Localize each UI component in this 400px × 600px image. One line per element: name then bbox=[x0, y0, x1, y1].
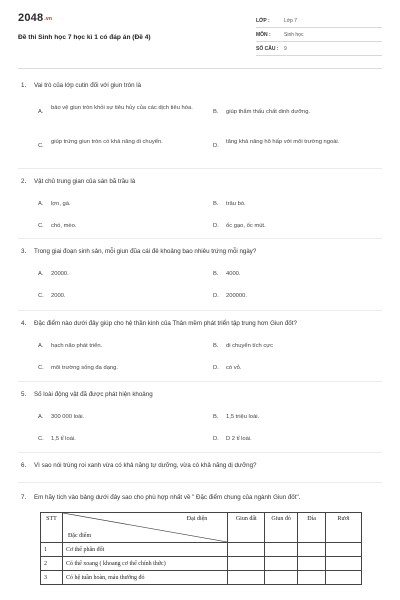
header-representative: Đại diện bbox=[186, 516, 208, 522]
option-text: trâu bò. bbox=[226, 201, 246, 207]
question-divider bbox=[18, 238, 382, 239]
option-letter: A. bbox=[38, 414, 44, 420]
check-cell[interactable] bbox=[228, 571, 265, 585]
option-letter: D. bbox=[213, 143, 219, 149]
header-diagonal-cell bbox=[62, 513, 227, 543]
logo-suffix: .vn bbox=[44, 16, 53, 22]
option-letter: B. bbox=[213, 201, 219, 207]
meta-row-class bbox=[256, 14, 382, 28]
header-species: Giun đỏ bbox=[265, 513, 298, 543]
question-6 bbox=[18, 462, 382, 474]
question-text: Em hãy tích vào bảng dưới đây sao cho phù hợp nhất về " Đặc điểm chung của ngành Giun đốt". bbox=[34, 494, 301, 501]
option-text: chó, mèo. bbox=[51, 223, 77, 229]
option-text: bảo vệ giun tròn khỏi sự tiêu hủy của các dịch tiêu hóa. bbox=[51, 105, 193, 111]
row-feature: Có thể xoang ( khoang cơ thể chính thức) bbox=[62, 557, 227, 571]
check-cell[interactable] bbox=[298, 543, 326, 557]
question-number: 1. bbox=[21, 82, 27, 89]
option-text: 1,5 triệu loài. bbox=[226, 414, 260, 420]
option-letter: B. bbox=[213, 109, 219, 115]
option-letter: C. bbox=[38, 143, 44, 149]
question-number: 7. bbox=[21, 494, 27, 501]
option-letter: A. bbox=[38, 271, 44, 277]
option-text: lợn, gà. bbox=[51, 201, 71, 207]
option-letter: B. bbox=[213, 414, 219, 420]
header-stt: STT bbox=[41, 513, 63, 543]
option-letter: A. bbox=[38, 201, 44, 207]
check-cell[interactable] bbox=[265, 543, 298, 557]
option-letter: D. bbox=[213, 223, 219, 229]
option-text: ốc gạo, ốc mút. bbox=[226, 223, 266, 229]
check-cell[interactable] bbox=[228, 543, 265, 557]
question-3 bbox=[18, 248, 382, 308]
question-divider bbox=[18, 310, 382, 311]
question-divider bbox=[18, 381, 382, 382]
check-cell[interactable] bbox=[298, 557, 326, 571]
check-cell[interactable] bbox=[298, 571, 326, 585]
question-text: Vì sao nói trùng roi xanh vừa có khả năng tự dưỡng, vừa có khả năng dị dưỡng? bbox=[34, 462, 257, 469]
option-text: 300 000 loài. bbox=[51, 414, 85, 420]
option-text: tăng khả năng hô hấp với môi trường ngoài. bbox=[226, 139, 340, 145]
table-row bbox=[41, 557, 362, 571]
meta-key: SỐ CÂU : bbox=[256, 45, 279, 52]
question-divider bbox=[18, 168, 382, 169]
row-stt: 1 bbox=[41, 543, 63, 557]
meta-row-subject bbox=[256, 28, 382, 42]
option-text: 1,5 tỉ loài. bbox=[51, 436, 76, 442]
check-cell[interactable] bbox=[228, 557, 265, 571]
table-row bbox=[41, 571, 362, 585]
option-text: di chuyển tích cực bbox=[226, 343, 274, 349]
header-feature: Đặc điểm bbox=[67, 533, 92, 539]
option-letter: C. bbox=[38, 293, 44, 299]
meta-value: 9 bbox=[284, 45, 287, 52]
option-text: hạch não phát triển. bbox=[51, 343, 103, 349]
option-text: 4000. bbox=[226, 271, 241, 277]
option-letter: D. bbox=[213, 436, 219, 442]
option-letter: A. bbox=[38, 109, 44, 115]
page-header bbox=[18, 10, 382, 58]
check-cell[interactable] bbox=[326, 543, 362, 557]
site-logo[interactable] bbox=[18, 12, 52, 24]
option-text: D 2 tỉ loài. bbox=[226, 436, 252, 442]
row-stt: 2 bbox=[41, 557, 63, 571]
question-4 bbox=[18, 320, 382, 380]
option-letter: D. bbox=[213, 293, 219, 299]
check-cell[interactable] bbox=[265, 557, 298, 571]
question-divider bbox=[18, 452, 382, 453]
question-2 bbox=[18, 178, 382, 238]
meta-value: Sinh học bbox=[284, 31, 304, 38]
option-letter: C. bbox=[38, 436, 44, 442]
exam-title: Đề thi Sinh học 7 học kì 1 có đáp án (Đề 4) bbox=[18, 34, 151, 41]
option-text: 20000. bbox=[51, 271, 69, 277]
option-letter: A. bbox=[38, 343, 44, 349]
question-1 bbox=[18, 82, 382, 162]
question-text: Vai trò của lớp cutin đối với giun tròn là bbox=[34, 82, 142, 89]
question-text: Số loài động vật đã được phát hiện khoảng bbox=[34, 391, 153, 398]
header-species: Giun đất bbox=[228, 513, 265, 543]
question-number: 4. bbox=[21, 320, 27, 327]
meta-value: Lớp 7 bbox=[284, 17, 298, 24]
meta-key: MÔN : bbox=[256, 31, 271, 38]
header-species: Rươi bbox=[326, 513, 362, 543]
question-7 bbox=[18, 494, 382, 506]
question-text: Trong giai đoạn sinh sản, mỗi giun đũa cái đẻ khoảng bao nhiêu trứng mỗi ngày? bbox=[34, 248, 257, 255]
row-feature: Có hệ tuần hoàn, máu thường đỏ bbox=[62, 571, 227, 585]
question-number: 2. bbox=[21, 178, 27, 185]
option-letter: C. bbox=[38, 365, 44, 371]
feature-table bbox=[40, 512, 362, 585]
question-text: Vật chủ trung gian của sán bã trầu là bbox=[34, 178, 136, 185]
meta-row-count bbox=[256, 42, 382, 56]
check-cell[interactable] bbox=[326, 571, 362, 585]
option-text: môi trường sống đa dạng. bbox=[51, 365, 118, 371]
option-letter: B. bbox=[213, 343, 219, 349]
option-text: 2000. bbox=[51, 293, 66, 299]
option-text: có vỏ. bbox=[226, 365, 242, 371]
question-divider bbox=[18, 482, 382, 483]
question-text: Đặc điểm nào dưới đây giúp cho hệ thần kinh của Thân mềm phát triển tập trung hơn Giun đốt? bbox=[34, 320, 297, 327]
header-divider bbox=[18, 68, 382, 69]
option-letter: C. bbox=[38, 223, 44, 229]
option-text: giúp thẩm thấu chất dinh dưỡng. bbox=[226, 109, 311, 115]
check-cell[interactable] bbox=[265, 571, 298, 585]
table-header-row bbox=[41, 513, 362, 543]
exam-meta bbox=[256, 14, 382, 56]
question-5 bbox=[18, 391, 382, 451]
check-cell[interactable] bbox=[326, 557, 362, 571]
question-number: 3. bbox=[21, 248, 27, 255]
option-letter: B. bbox=[213, 271, 219, 277]
question-number: 6. bbox=[21, 462, 27, 469]
question-number: 5. bbox=[21, 391, 27, 398]
option-text: 200000. bbox=[226, 293, 247, 299]
table-row bbox=[41, 543, 362, 557]
meta-key: LỚP : bbox=[256, 17, 270, 24]
option-letter: D. bbox=[213, 365, 219, 371]
row-feature: Cơ thể phân đốt bbox=[62, 543, 227, 557]
option-text: giúp trứng giun tròn có khả năng di chuyển. bbox=[51, 139, 163, 145]
row-stt: 3 bbox=[41, 571, 63, 585]
logo-text: 2048 bbox=[18, 12, 44, 24]
header-species: Đỉa bbox=[298, 513, 326, 543]
